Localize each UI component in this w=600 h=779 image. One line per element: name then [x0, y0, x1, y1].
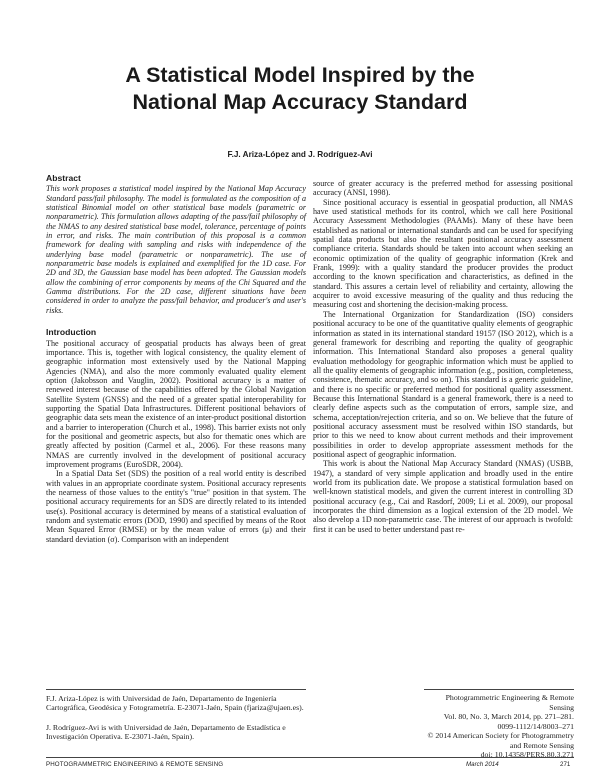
left-column: [46, 174, 306, 544]
doi: doi: 10.14358/PERS.80.3.271: [480, 750, 574, 759]
authors: F.J. Ariza-López and J. Rodríguez-Avi: [227, 150, 373, 159]
footer-rule: [46, 757, 574, 758]
body-paragraph-4: This work is about the National Map Accuracy Standard (NMAS) (USBB, 1947), a standard of very simple application and broadly used in the entire world from its publication date. We propose a statistical formulation based on well-known statistical models, and given the current interest in controlling 3D positional accuracy (e.g., Cai and Rasdorf, 2009; Li et al. 2009), our proposal incorporates the third dimension as a logical extension of the 2D model. We also develop a 1D non-parametric case. The interest of our approach is twofold: first it can be used to better understand past re-: [313, 459, 573, 534]
body-paragraph-3: The International Organization for Standardization (ISO) considers positional accuracy to be one of the quantitative quality elements of geographic information as stated in its international standard 19157 (ISO 2012), which is a general framework for describing and reporting the quality of geographic information. This International Standard also proposes a general quality evaluation methodology for geographic information which must be applied to all the quality elements of geographic information (e.g., position, completeness, consistence, thematic accuracy, and so on). This standard is a generic guideline, and there is no specific or preferred method for positional quality assessment. Because this International Standard is a general framework, there is a need to clearly define aspects such as the computation of errors, sample size, and schema, acceptation/rejection criteria, and so on. We believe that the future of positional accuracy assessment must be resolved within ISO standards, but prior to this we need to know about current methods and their improvement possibilities in order to develop appropriate assessment methods for the positional aspect of geographic information.: [313, 309, 573, 459]
publication-divider: [424, 689, 574, 690]
footer-date: March 2014: [466, 761, 499, 768]
page-number: 271: [560, 761, 571, 768]
footer-journal: PHOTOGRAMMETRIC ENGINEERING & REMOTE SENSING: [46, 761, 224, 768]
title-line-1: A Statistical Model Inspired by the: [125, 63, 475, 87]
journal-name: Photogrammetric Engineering & Remote Sensing: [445, 693, 574, 712]
title-line-2: National Map Accuracy Standard: [132, 90, 468, 114]
volume-info: Vol. 80, No. 3, March 2014, pp. 271–281.: [443, 712, 574, 721]
body-paragraph-2: Since positional accuracy is essential in geospatial production, all NMAS have used statistical methods for its control, which we call here Positional Accuracy Assessment Methodologies (PAAMs). Many of these have been established as national or international standards and can be used for specifying spatial data products but also the resultant positional accuracy assessment compliance criteria. Standards should be taken into account when seeking an economic optimization of the quality of geographic information (Krek and Frank, 1999): with a quality standard the producer provides the product according to the known specification and characteristics, as defined in the standard. This assures a certain level of reliability and certainty, allowing the acquirer to avoid excessive measuring of the quality and thus reducing the measuring cost and shortening the decision-making process.: [313, 197, 573, 310]
copyright-line-2: and Remote Sensing: [509, 740, 574, 750]
intro-paragraph-1: The positional accuracy of geospatial products has always been of great importance. This is, together with logical consistency, the quality element of geographic information most extensively used by the National Mapping Agencies (NMA), and also the more commonly evaluated quality element option (Jakobsson and Vauglin, 2002). Positional accuracy is a matter of renewed interest because of the capabilities offered by the Global Navigation Satellite System (GNSS) and the need of a greater spatial interoperability for supporting the Spatial Data Infrastructures. Different positional behaviors of geographic data sets mean the existence of an inter-product positional distortion and a barrier to interoperation (Church et al., 1998). This barrier exists not only for the positional and geometric aspects, but also for thematic ones which are greatly affected by position (Carmel et al., 2006). For these reasons many NMAS are currently involved in the development of positional accuracy improvement programs (EuroSDR, 2004).: [46, 338, 306, 469]
article-title: [0, 62, 600, 116]
abstract-text: This work proposes a statistical model inspired by the National Map Accuracy Standard pass/fail philosophy. The model is formulated as the composition of a statistical Binomial model on other statistical base models (parametric or nonparametric). This formulation allows adapting of the pass/fail philosophy of the NMAS to any desired statistical base model, tolerance, percentage of points in error, and risks. The main contribution of this proposal is a common framework for dealing with sampling and risks with independence of the underlying base model (parametric or nonparametric). The use of nonparametric base models is explained and exemplified for the 1D case. For 2D and 3D, the Gaussian base model has been adopted. The Gaussian models allow the combining of error components by means of the Chi Squared and the Gamma distributions. For the 2D case, different situations have been considered in order to analyze the pass/fail behavior, and producer's and user's risks.: [46, 184, 306, 315]
footnote-divider: [46, 689, 306, 690]
intro-paragraph-2: In a Spatial Data Set (SDS) the position of a real world entity is described with values in an appropriate coordinate system. Positional accuracy represents the nearness of those values to the entity's "true" position in that system. The positional accuracy requirements for an SDS are directly related to its intended use(s). Positional accuracy is determined by means of a statistical evaluation of random and systematic errors (DOD, 1990) and specified by means of the Root Mean Squared Error (RMSE) or by the mean value of errors (μ) and their standard deviation (σ). Comparison with an independent: [46, 469, 306, 544]
body-paragraph-1: source of greater accuracy is the preferred method for assessing positional accuracy (ANSI, 1998).: [313, 179, 573, 198]
introduction-heading: Introduction: [46, 327, 97, 338]
footnote-author-1: F.J. Ariza-López is with Universidad de Jaén, Departamento de Ingeniería Cartográfica, Geodésica y Fotogrametría. E-23071-Jaén, Spain (fjariza@ujaen.es).: [46, 694, 304, 713]
right-column: [313, 179, 573, 534]
abstract-heading: Abstract: [46, 173, 81, 183]
issn: 0099-1112/14/8003–271: [497, 721, 574, 731]
publication-info: [424, 693, 574, 760]
footnote-author-2: J. Rodríguez-Avi is with Universidad de Jaén, Departamento de Estadística e Investigación Operativa. E-23071-Jaén, Spain).: [46, 723, 286, 742]
copyright-line-1: © 2014 American Society for Photogrammetry: [427, 731, 574, 740]
